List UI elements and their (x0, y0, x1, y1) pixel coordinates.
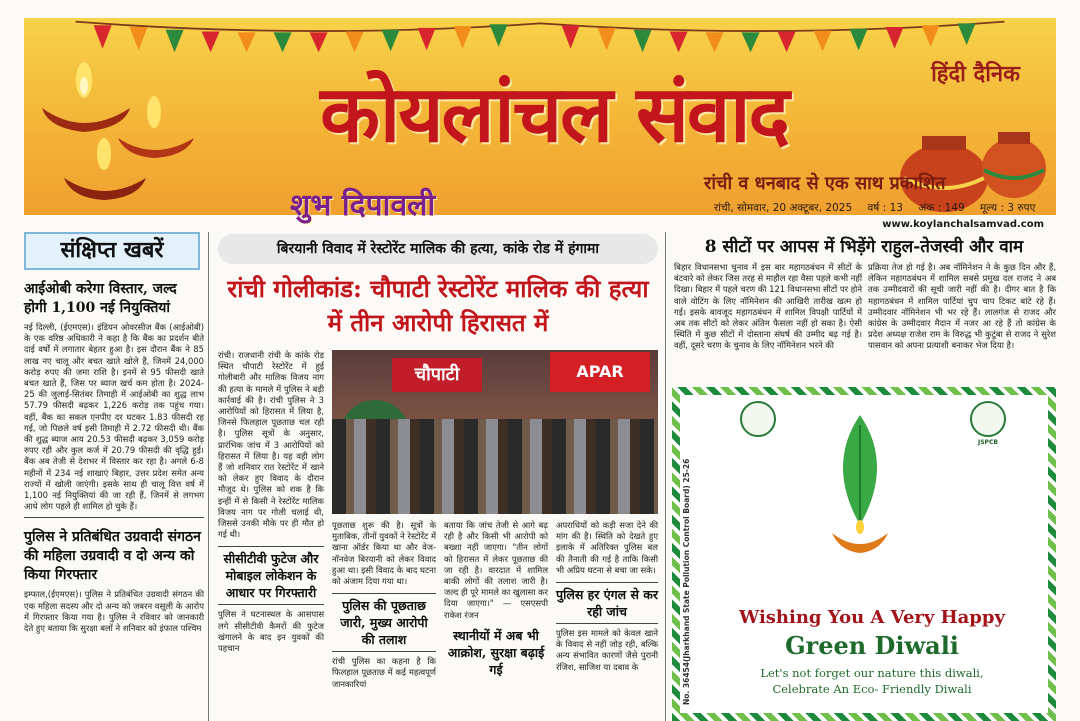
brief-body-police: इम्फाल,(ईएमएस)। पुलिस ने प्रतिबंधित उग्रवादी संगठन की एक महिला सदस्य और दो अन्य को जबरन वसूली के आरोप में गिरफ्तार किया गया है। पुलिस ने रविवार को जानकारी देते हुए बताया कि सुरक्षा बलों ने शनिवार को इंफाल पश्चिम (24, 589, 204, 634)
lead-col3-subhead: स्थानीयों में अब भी आक्रोश, सुरक्षा बढ़ाई गई (447, 627, 545, 677)
photo-sign-chaupati: चौपाटी (392, 358, 482, 392)
dateline (714, 201, 1047, 215)
brief-headline-police: पुलिस ने प्रतिबंधित उग्रवादी संगठन की महिला उग्रवादी व दो अन्य को किया गिरफ्तार (24, 529, 201, 584)
lead-column-1 (218, 350, 324, 721)
lead-col1-text2: पुलिस ने घटनास्थल के आसपास लगे सीसीटीवी कैमरों की फुटेज खंगालने के बाद इन युवकों की पहचान (218, 609, 324, 654)
green-leaf-diya-icon (830, 415, 890, 565)
edition-type: हिंदी दैनिक (931, 61, 1020, 87)
jspcb-logo-icon (970, 401, 1006, 437)
lead-column-4 (556, 520, 658, 721)
lead-column-2 (332, 520, 436, 721)
column-divider (208, 232, 209, 721)
price: मूल्य : 3 रुपए (979, 202, 1036, 214)
lead-col2-text2: रांची पुलिस का कहना है कि फिलहाल पूछताछ में कई महत्वपूर्ण जानकारियां (332, 656, 436, 689)
brief-headline-iob: आईओबी करेगा विस्तार, जल्द होगी 1,100 नई नियुक्तियां (24, 281, 177, 316)
diya-lamps-icon (34, 58, 204, 208)
ad-message (702, 665, 1042, 697)
lead-col4-text2: पुलिस इस मामले को केवल खाने के विवाद से नहीं जोड़ रही, बल्कि अन्य संभावित कारणों जैसे पुरानी रंजिश, साजिश या दबाव के (556, 628, 658, 672)
briefs-column (24, 232, 204, 721)
green-diwali-ad (672, 387, 1056, 721)
divider (24, 517, 204, 518)
festival-greeting: शुभ दिपावली (290, 188, 436, 223)
lead-kicker: बिरयानी विवाद में रेस्टोरेंट मालिक की हत्या, कांके रोड में हंगामा (218, 234, 658, 264)
brief-body-iob: नई दिल्ली, (ईएमएस)। इंडियन ओवरसीज बैंक (आईओबी) के एक वरिष्ठ अधिकारी ने कहा है कि बैंक का प्रदर्शन बीते दाई वर्षों में लगातार बेहतर हुआ है। इस दौरान बैंक ने 85 लाख नए चालू और बचत खाते खोले हैं, जिनमें 24,000 करोड़ रुपए की जमा राशि है। इनमें से 95 फीसदी खाते बचत खाते हैं, जिस पर ब्याज खर्च कम होता है। 2024-25 की जुलाई-सितंबर तिमाही में आईओबी का शुद्ध लाभ 57.79 फीसदी बढ़कर 1,226 करोड़ तक पहुंच गया। वहीं, बैंक का सकल एनपीए दर घटकर 1.83 फीसदी रह गई, जो पिछले वर्ष इसी तिमाही में 2.72 फीसदी थी। बैंक की शुद्ध ब्याज आय 20.53 फीसदी बढ़कर 3,059 करोड़ रुपए रही और कुल कर्ज में 20.79 फीसदी की वृद्धि हुई। बैंक अब तेजी से देशभर में विस्तार कर रहा है। अगले 6-8 महीनों में 234 नई शाखाएं बिहार, उत्तर प्रदेश समेत अन्य राज्यों में खोली जाएंगी। इसके साथ ही चालू वित्त वर्ष में 1,100 नई नियुक्तियां की जा रही हैं, जिनमें से लगभग आधे लोग पहले ही शामिल हो चुके हैं। (24, 322, 204, 512)
ad-message-line2: Celebrate An Eco- Friendly Diwali (772, 682, 972, 696)
issue-number: अंक : 149 (918, 202, 965, 214)
lead-column-3 (444, 520, 548, 721)
lead-col4-text: अपराधियों को कड़ी सजा देने की मांग की है। स्थिति को देखते हुए इलाके में अतिरिक्त पुलिस बल की तैनाती की गई है ताकि किसी भी अप्रिय घटना से बचा जा सके। (556, 520, 658, 575)
right-column-1: बिहार विधानसभा चुनाव में इस बार महागठबंधन में सीटों के बंटवारे को लेकर जिस तरह से माहौल रहा वैसा पहले कभी नहीं दिखा। बिहार में पहले चरण की 121 विधानसभा सीटों पर होने वाले वोटिंग के लिए नॉमिनेशन की आखिरी तारीख खत्म हो गई। इसके बावजूद महागठबंधन में शामिल विपक्षी पार्टियों में अब तक सीटों को लेकर अंतिम फैसला नहीं हो सका है। ऐसी स्थिति में कुछ सीटों में दोस्ताना संघर्ष की उम्मीद बढ़ गई है। वहीं, दूसरे चरण के चुनाव के लिए नॉमिनेशन भरने की (674, 262, 862, 351)
website-link[interactable]: www.koylanchalsamvad.com (882, 219, 1044, 230)
lead-col4-subhead: पुलिस हर एंगल से कर रही जांच (556, 582, 658, 624)
masthead (24, 18, 1056, 230)
lead-col3-text: बताया कि जांच तेजी से आगे बढ़ रही है और किसी भी आरोपी को बख्शा नहीं जाएगा। "तीन लोगों को हिरासत में लेकर पूछताछ की जा रही है। वारदात में शामिल बाकी लोगों की तलाश जारी है। जल्द ही पूरे मामले का खुलासा कर दिया जाएगा।" — एसएसपी राकेश रंजन (444, 520, 548, 620)
lead-col2-text: पूछताछ शुरू की है। सूत्रों के मुताबिक, तीनों युवकों ने रेस्टोरेंट में खाना ऑर्डर किया था और वेज-नॉनवेज बिरयानी को लेकर विवाद हुआ था। इसी विवाद के बाद घटना को अंजाम दिया गया था। (332, 520, 436, 587)
lead-photo (332, 350, 658, 514)
masthead-tagline: रांची व धनबाद से एक साथ प्रकाशित (704, 173, 946, 194)
column-divider (665, 232, 666, 721)
lead-col1-subhead: सीसीटीवी फुटेज और मोबाइल लोकेशन के आधार पर गिरफ्तारी (218, 546, 324, 605)
photo-crowd (332, 419, 658, 514)
lead-col2-subhead: पुलिस की पूछताछ जारी, मुख्य आरोपी की तलाश (332, 593, 436, 652)
ad-title-line2: Green Diwali (785, 631, 959, 660)
right-column-2: प्रक्रिया तेज हो गई है। अब नॉमिनेशन ने के कुछ दिन और हैं, लेकिन महागठबंधन में शामिल सबसे प्रमुख दल राजद ने अब तक उम्मीदवारों की सूची जारी नहीं की है। दीगर बात है कि महागठबंधन में शामिल पार्टियां चुप चाप टिकट बांटे रहे हैं। उम्मीदवार नॉमिनेशन भी भर रहे हैं। लालगंज से राजद और कांग्रेस के उम्मीदवार मैदान में नजर आ रहे हैं तो कांग्रेस के प्रदेश अध्यक्ष राजेश राम के विरुद्ध भी कुटुंबा से राजद ने सुरेश पासवान को अपना प्रत्याशी बनाकर भेज दिया है। (868, 262, 1056, 351)
newspaper-title: कोयलांचल संवाद (320, 69, 788, 160)
lead-headline: रांची गोलीकांड: चौपाटी रेस्टोरेंट मालिक की हत्या में तीन आरोपी हिरासत में (227, 274, 649, 337)
right-headline: 8 सीटों पर आपस में भिड़ेंगे राहुल-तेजस्वी और वाम (704, 237, 1024, 257)
ad-title-line1: Wishing You A Very Happy (739, 607, 1005, 628)
state-emblem-icon (740, 401, 776, 437)
ad-registration-text: No. 36454(Jharkhand State Pollution Control Board) 25-26 (682, 458, 691, 705)
issue-date: रांची, सोमवार, 20 अक्टूबर, 2025 (714, 202, 853, 214)
briefs-section-title: संक्षिप्त खबरें (24, 232, 200, 270)
photo-sign-apar: APAR (550, 352, 650, 392)
decorative-bunting (24, 18, 1056, 54)
ad-message-line1: Let's not forget our nature this diwali, (760, 666, 984, 680)
lead-col1-text: रांची। राजधानी रांची के कांके रोड स्थित चौपाटी रेस्टोरेंट में हुई गोलीबारी और मालिक विजय नाग की हत्या के मामले में पुलिस ने बड़ी कार्रवाई की है। रांची पुलिस ने 3 आरोपियों को हिरासत में लिया है, जिनसे फिलहाल पूछताछ चल रही है। पुलिस सूत्रों के अनुसार, प्रारंभिक जांच में 3 आरोपियों को हिरासत में लिया है। यह वही लोग हैं जो शनिवार रात रेस्टोरेंट में खाने को लेकर हुए विवाद के दौरान मौजूद थे। पुलिस को शक है कि इन्हीं में से किसी ने रेस्टोरेंट मालिक विजय नाग पर गोली चलाई थी, जिससे उनकी मौके पर ही मौत हो गई थी। (218, 350, 324, 540)
volume-year: वर्ष : 13 (867, 202, 903, 214)
jspcb-label: JSPCB (978, 439, 998, 446)
